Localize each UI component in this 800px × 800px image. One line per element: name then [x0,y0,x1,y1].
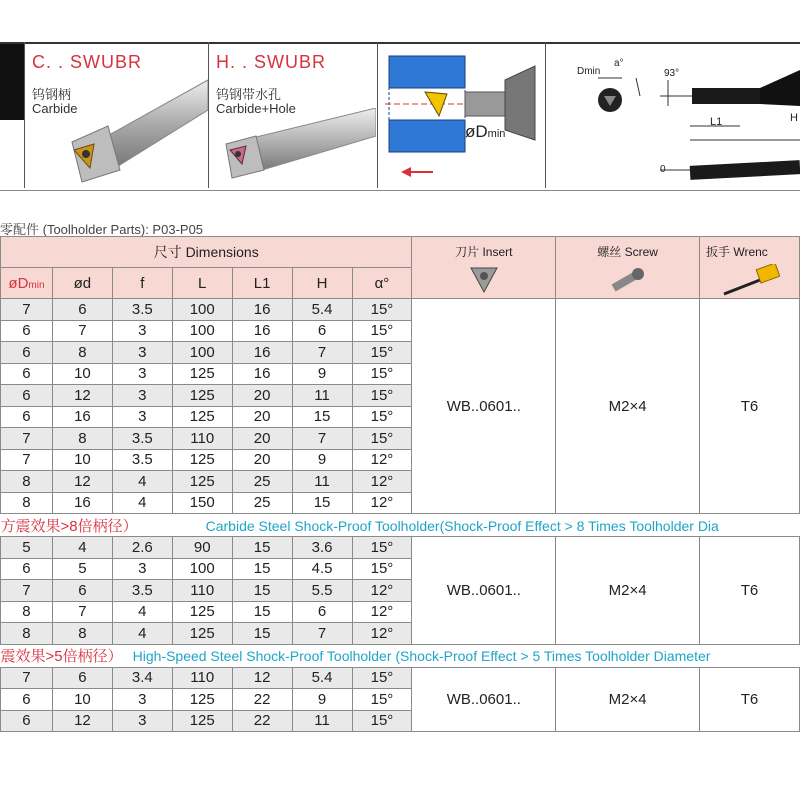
table-cell: 4.5 [292,558,352,580]
table-cell: 11 [292,710,352,732]
table-cell: 8 [52,428,112,450]
table-row [1,667,800,689]
table-cell: 3.5 [112,428,172,450]
table-cell: 6 [52,580,112,602]
section-title-row [1,644,800,667]
insert-label: 刀片 Insert [455,245,513,259]
table-cell: 11 [292,385,352,407]
table-cell: 12° [352,623,412,645]
table-cell: 16 [232,299,292,321]
table-cell: 6 [1,363,53,385]
table-row [1,299,800,321]
table-cell: 125 [172,363,232,385]
table-cell: 15° [352,710,412,732]
section-title-cn: 方震效果>8倍柄径） [0,517,138,535]
table-cell: 6 [292,320,352,342]
screw-label: 螺丝 Screw [597,245,658,259]
table-cell: 3 [112,320,172,342]
wrench-header [700,237,800,299]
table-cell: 7 [52,601,112,623]
insert-header [412,237,556,299]
dim-0: 0 [660,164,666,175]
table-cell: 6 [1,320,53,342]
table-cell: 4 [112,601,172,623]
table-cell: 16 [52,492,112,514]
dim-dmin: Dmin [577,66,601,77]
section-title-en: High-Speed Steel Shock-Proof Toolholder (Shock-Proof Effect > 5 Times Toolholder Diameter [132,648,711,664]
col-dmin-prefix: øD [8,274,29,292]
col-l1: L1 [232,268,292,299]
dim-l1: L1 [710,116,723,128]
dmin-diagram-label [465,122,505,142]
dim-93: 93° [664,68,680,79]
parts-note: 零配件 (Toolholder Parts): P03-P05 [0,222,204,237]
h-series-code: H. . SWUBR [216,52,327,72]
table-cell: 15 [232,623,292,645]
table-cell: 12° [352,492,412,514]
c-series-cn: 钨钢柄 [32,87,72,102]
table-cell: 7 [52,320,112,342]
wrench-label: 扳手 Wrenc [706,245,768,259]
table-row [1,537,800,559]
table-cell: 110 [172,580,232,602]
table-cell: 12 [52,385,112,407]
table-cell: 8 [1,492,53,514]
col-dmin [1,268,53,299]
wrench-value: T6 [700,667,800,732]
table-cell: 3.6 [292,537,352,559]
table-cell: 15° [352,558,412,580]
dmin-prefix: øD [465,122,488,141]
table-cell: 22 [232,710,292,732]
table-cell: 7 [1,449,53,471]
table-cell: 125 [172,689,232,711]
table-cell: 15 [232,558,292,580]
screw-icon [608,264,648,294]
table-cell: 4 [112,623,172,645]
insert-value: WB..0601.. [412,299,556,514]
table-cell: 12 [52,471,112,493]
table-cell: 12° [352,601,412,623]
c-series-code: C. . SWUBR [32,52,143,72]
table-cell: 12° [352,471,412,493]
wrench-value: T6 [700,537,800,645]
table-cell: 6 [1,406,53,428]
table-cell: 15 [292,492,352,514]
section-title [1,644,800,667]
boring-diagram [385,50,540,182]
table-cell: 3 [112,689,172,711]
table-cell: 3 [112,385,172,407]
col-h: H [292,268,352,299]
table-cell: 12° [352,580,412,602]
table-cell: 16 [52,406,112,428]
section-title-cn: 震效果>5倍柄径） [0,648,123,665]
table-cell: 8 [52,623,112,645]
dim-h: H [790,112,798,124]
dimensions-header: 尺寸 Dimensions [1,237,412,268]
table-cell: 12 [232,667,292,689]
table-cell: 4 [112,471,172,493]
table-cell: 20 [232,385,292,407]
table-cell: 5 [52,558,112,580]
table-cell: 15° [352,537,412,559]
table-cell: 7 [292,428,352,450]
table-cell: 90 [172,537,232,559]
table-cell: 15 [232,601,292,623]
insert-icon [467,264,501,294]
table-cell: 11 [292,471,352,493]
carbide-hole-boring-bar-image [222,108,376,186]
h-series-cn: 钨钢带水孔 [216,87,282,102]
insert-value: WB..0601.. [412,537,556,645]
table-cell: 3.5 [112,580,172,602]
table-cell: 7 [1,667,53,689]
table-cell: 15° [352,428,412,450]
col-d: ød [52,268,112,299]
table-cell: 5.5 [292,580,352,602]
table-cell: 5.4 [292,667,352,689]
section-title-row [1,514,800,537]
table-cell: 15° [352,689,412,711]
table-cell: 20 [232,428,292,450]
table-cell: 150 [172,492,232,514]
table-cell: 4 [52,537,112,559]
table-cell: 25 [232,492,292,514]
table-cell: 125 [172,710,232,732]
table-cell: 20 [232,449,292,471]
table-cell: 15 [292,406,352,428]
table-cell: 15° [352,385,412,407]
spec-table [0,236,800,732]
table-cell: 7 [1,428,53,450]
table-cell: 125 [172,471,232,493]
table-cell: 125 [172,623,232,645]
divider [24,42,25,188]
divider [545,42,546,188]
table-cell: 7 [292,342,352,364]
divider [377,42,378,188]
table-cell: 7 [292,623,352,645]
table-cell: 6 [1,342,53,364]
table-cell: 10 [52,689,112,711]
table-cell: 8 [1,623,53,645]
table-cell: 10 [52,363,112,385]
table-cell: 15° [352,342,412,364]
col-alpha: α° [352,268,412,299]
table-cell: 3.5 [112,449,172,471]
table-cell: 15° [352,363,412,385]
table-cell: 3 [112,363,172,385]
table-cell: 12° [352,449,412,471]
insert-value: WB..0601.. [412,667,556,732]
table-cell: 125 [172,406,232,428]
carbide-boring-bar-image [60,70,208,188]
col-dmin-sub: min [28,279,45,291]
table-cell: 8 [1,601,53,623]
table-cell: 5 [1,537,53,559]
table-cell: 25 [232,471,292,493]
table-cell: 9 [292,363,352,385]
wrench-value: T6 [700,299,800,514]
table-cell: 6 [52,667,112,689]
section-title-en: Carbide Steel Shock-Proof Toolholder(Shock-Proof Effect > 8 Times Toolholder Dia [205,517,719,534]
table-cell: 6 [1,710,53,732]
table-cell: 9 [292,689,352,711]
screw-value: M2×4 [556,299,700,514]
table-cell: 3 [112,710,172,732]
table-cell: 3.5 [112,299,172,321]
table-cell: 15° [352,299,412,321]
table-cell: 7 [1,580,53,602]
table-cell: 100 [172,342,232,364]
screw-value: M2×4 [556,537,700,645]
c-series-en: Carbide [32,101,78,116]
table-cell: 125 [172,449,232,471]
divider [208,42,209,188]
table-cell: 6 [1,385,53,407]
table-cell: 125 [172,385,232,407]
screw-value: M2×4 [556,667,700,732]
col-f: f [112,268,172,299]
table-cell: 3 [112,406,172,428]
table-cell: 125 [172,601,232,623]
tool-image-fragment [0,44,24,120]
table-cell: 110 [172,428,232,450]
table-cell: 8 [52,342,112,364]
table-cell: 2.6 [112,537,172,559]
section-title [1,514,800,537]
table-cell: 3 [112,342,172,364]
table-cell: 6 [1,689,53,711]
table-cell: 15° [352,406,412,428]
table-cell: 12 [52,710,112,732]
table-cell: 7 [1,299,53,321]
table-cell: 16 [232,320,292,342]
col-l: L [172,268,232,299]
table-cell: 3.4 [112,667,172,689]
table-cell: 20 [232,406,292,428]
table-cell: 6 [292,601,352,623]
table-cell: 8 [1,471,53,493]
spec-body [1,299,800,732]
table-cell: 100 [172,299,232,321]
table-cell: 16 [232,363,292,385]
table-cell: 15 [232,580,292,602]
table-cell: 3 [112,558,172,580]
table-cell: 5.4 [292,299,352,321]
table-cell: 10 [52,449,112,471]
table-cell: 100 [172,320,232,342]
dim-angle: a° [614,58,624,69]
table-cell: 15 [232,537,292,559]
table-cell: 16 [232,342,292,364]
table-cell: 6 [1,558,53,580]
table-cell: 4 [112,492,172,514]
h-series-en: Carbide+Hole [216,101,296,116]
table-cell: 15° [352,320,412,342]
table-cell: 100 [172,558,232,580]
table-cell: 15° [352,667,412,689]
wrench-icon [720,264,780,298]
dmin-sub: min [487,128,506,140]
table-cell: 9 [292,449,352,471]
table-cell: 110 [172,667,232,689]
screw-header [556,237,700,299]
table-cell: 6 [52,299,112,321]
table-cell: 22 [232,689,292,711]
